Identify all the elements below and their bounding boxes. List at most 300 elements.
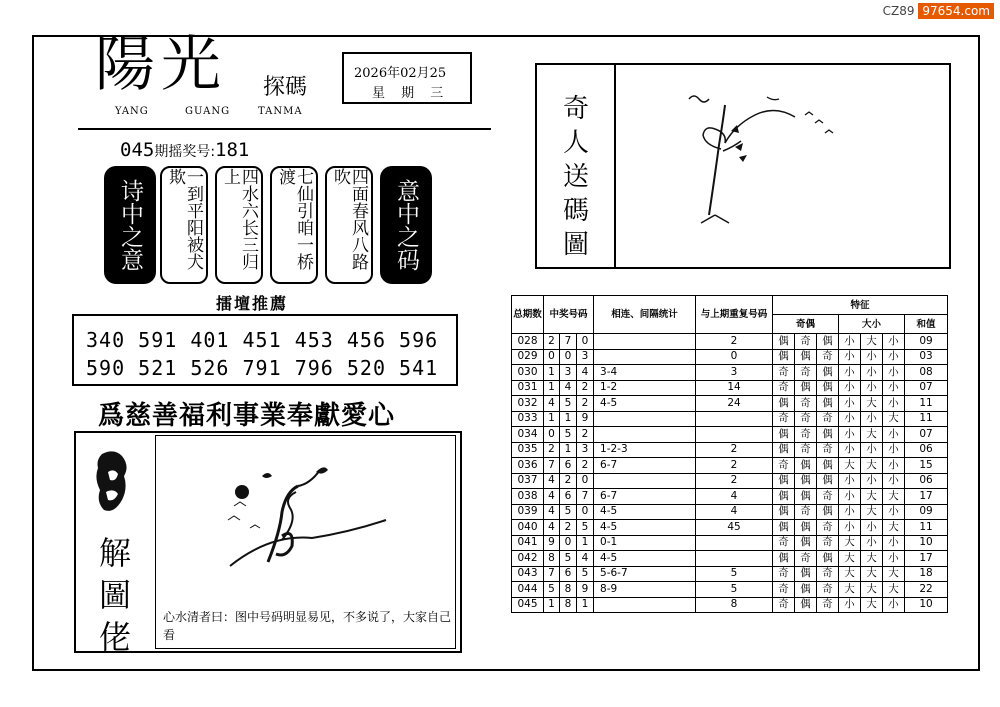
table-row [512, 489, 948, 505]
cell-parity: 偶 [773, 489, 795, 505]
cell-digit: 6 [560, 458, 577, 474]
cell-issue: 043 [512, 566, 544, 582]
cell-consec [594, 334, 696, 350]
cell-digit: 8 [560, 582, 577, 598]
cell-size: 小 [883, 349, 905, 365]
cell-sum: 10 [905, 597, 948, 613]
qiren-title-char: 人 [562, 128, 589, 158]
cell-parity: 奇 [795, 334, 817, 350]
col-repeat: 与上期重复号码 [696, 296, 773, 334]
cell-digit: 5 [577, 520, 594, 536]
cell-issue: 037 [512, 473, 544, 489]
cell-size: 小 [883, 396, 905, 412]
cell-sum: 11 [905, 396, 948, 412]
cell-parity: 偶 [795, 597, 817, 613]
cell-issue: 034 [512, 427, 544, 443]
cell-repeat [696, 427, 773, 443]
cell-repeat: 3 [696, 365, 773, 381]
cell-repeat [696, 411, 773, 427]
poem-left-tag: 诗中之意 [104, 166, 156, 284]
cell-digit: 0 [560, 535, 577, 551]
cell-digit: 5 [544, 582, 560, 598]
cell-parity: 奇 [817, 489, 839, 505]
cell-consec: 3-4 [594, 365, 696, 381]
recommend-number: 521 [138, 356, 178, 380]
col-number: 中奖号码 [544, 296, 594, 334]
table-row [512, 334, 948, 350]
issue-label: 期摇奖号: [154, 144, 216, 160]
cell-size: 小 [883, 442, 905, 458]
cell-size: 小 [861, 365, 883, 381]
cell-parity: 偶 [817, 380, 839, 396]
cell-parity: 偶 [773, 334, 795, 350]
cell-size: 小 [883, 597, 905, 613]
cell-parity: 奇 [773, 566, 795, 582]
cell-consec: 4-5 [594, 396, 696, 412]
cell-repeat: 8 [696, 597, 773, 613]
cell-parity: 偶 [773, 504, 795, 520]
fortune-teller-portrait [88, 448, 138, 523]
cell-digit: 3 [577, 349, 594, 365]
cell-size: 小 [839, 427, 861, 443]
cell-issue: 031 [512, 380, 544, 396]
cell-parity: 奇 [817, 411, 839, 427]
cell-digit: 4 [544, 504, 560, 520]
cell-digit: 1 [544, 411, 560, 427]
cell-digit: 4 [544, 520, 560, 536]
cell-digit: 6 [560, 566, 577, 582]
cell-sum: 22 [905, 582, 948, 598]
qiren-title-char: 碼 [562, 196, 589, 226]
cell-parity: 偶 [817, 458, 839, 474]
cell-size: 小 [861, 380, 883, 396]
cell-size: 小 [861, 349, 883, 365]
cell-size: 小 [839, 520, 861, 536]
cell-digit: 4 [577, 551, 594, 567]
cell-consec [594, 427, 696, 443]
cell-size: 小 [883, 504, 905, 520]
history-body [512, 334, 948, 613]
cell-size: 大 [883, 489, 905, 505]
issue-number: 045 [120, 139, 155, 161]
cell-size: 小 [839, 473, 861, 489]
cell-digit: 1 [544, 365, 560, 381]
cell-digit: 3 [577, 442, 594, 458]
cell-repeat: 2 [696, 334, 773, 350]
cell-sum: 07 [905, 380, 948, 396]
cell-parity: 奇 [817, 566, 839, 582]
table-row [512, 349, 948, 365]
recommend-number: 526 [190, 356, 230, 380]
cell-size: 大 [839, 535, 861, 551]
cell-size: 小 [839, 365, 861, 381]
cell-sum: 11 [905, 520, 948, 536]
cell-size: 小 [883, 535, 905, 551]
cell-parity: 偶 [773, 442, 795, 458]
cell-parity: 偶 [795, 349, 817, 365]
cell-size: 小 [861, 442, 883, 458]
cell-size: 小 [839, 411, 861, 427]
cell-digit: 0 [577, 473, 594, 489]
cell-parity: 偶 [817, 427, 839, 443]
cell-parity: 偶 [795, 458, 817, 474]
col-sum: 和值 [905, 315, 948, 334]
table-row [512, 597, 948, 613]
cell-digit: 5 [560, 427, 577, 443]
cell-parity: 奇 [795, 427, 817, 443]
table-row [512, 365, 948, 381]
recommend-number: 401 [190, 328, 230, 352]
cell-digit: 5 [560, 504, 577, 520]
poem-right-tag: 意中之码 [380, 166, 432, 284]
cell-repeat: 5 [696, 566, 773, 582]
table-row [512, 551, 948, 567]
cell-digit: 5 [577, 566, 594, 582]
cell-size: 小 [839, 504, 861, 520]
cell-parity: 偶 [773, 349, 795, 365]
col-feature: 特征 [773, 296, 948, 315]
cell-parity: 奇 [795, 365, 817, 381]
date-box [342, 52, 472, 104]
cell-consec: 8-9 [594, 582, 696, 598]
cell-parity: 偶 [817, 334, 839, 350]
cell-issue: 036 [512, 458, 544, 474]
recommend-number: 590 [86, 356, 126, 380]
cell-digit: 2 [577, 380, 594, 396]
cell-issue: 033 [512, 411, 544, 427]
cell-size: 大 [861, 396, 883, 412]
issue-result: 181 [215, 139, 250, 161]
site-badge[interactable] [883, 4, 994, 18]
recommend-number: 456 [346, 328, 386, 352]
table-row [512, 396, 948, 412]
cell-parity: 奇 [817, 597, 839, 613]
cell-parity: 奇 [817, 349, 839, 365]
badge-prefix: CZ89 [882, 4, 915, 18]
cell-digit: 2 [544, 442, 560, 458]
cell-consec: 4-5 [594, 520, 696, 536]
pinyin-tanma: TANMA [258, 106, 303, 117]
cell-size: 大 [883, 520, 905, 536]
pinyin-guang: GUANG [185, 106, 231, 117]
cell-size: 小 [839, 442, 861, 458]
qiren-title-char: 送 [562, 162, 589, 192]
cell-size: 小 [861, 535, 883, 551]
cell-digit: 0 [577, 334, 594, 350]
cell-repeat: 0 [696, 349, 773, 365]
cell-consec [594, 411, 696, 427]
cell-repeat: 2 [696, 473, 773, 489]
weekday: 星 期 三 [372, 86, 450, 101]
cell-parity: 奇 [773, 365, 795, 381]
table-row [512, 458, 948, 474]
cell-size: 大 [839, 566, 861, 582]
table-header-row [512, 296, 948, 315]
cell-size: 小 [883, 380, 905, 396]
cell-digit: 1 [544, 380, 560, 396]
cell-sum: 09 [905, 334, 948, 350]
col-issue: 总期数 [512, 296, 544, 334]
cell-parity: 偶 [817, 396, 839, 412]
cell-digit: 2 [560, 473, 577, 489]
cell-digit: 4 [577, 365, 594, 381]
cell-parity: 奇 [817, 582, 839, 598]
cell-size: 小 [883, 427, 905, 443]
cell-parity: 偶 [795, 566, 817, 582]
cell-size: 大 [861, 504, 883, 520]
cell-consec [594, 473, 696, 489]
table-row [512, 566, 948, 582]
jietu-title-char: 佬 [98, 618, 131, 656]
table-row [512, 582, 948, 598]
cell-digit: 7 [560, 334, 577, 350]
cell-size: 大 [839, 582, 861, 598]
logo-title: 陽光 [95, 30, 227, 100]
cell-parity: 偶 [795, 473, 817, 489]
qiren-divider [614, 65, 616, 267]
recommend-numbers-box [72, 314, 458, 386]
recommend-number: 791 [242, 356, 282, 380]
cell-parity: 奇 [817, 442, 839, 458]
cell-parity: 偶 [795, 489, 817, 505]
cell-parity: 奇 [773, 458, 795, 474]
cell-parity: 偶 [773, 520, 795, 536]
cell-issue: 038 [512, 489, 544, 505]
cell-size: 大 [861, 597, 883, 613]
cell-sum: 17 [905, 489, 948, 505]
cell-size: 小 [883, 473, 905, 489]
cell-parity: 奇 [795, 551, 817, 567]
cell-consec: 5-6-7 [594, 566, 696, 582]
cell-repeat: 45 [696, 520, 773, 536]
table-row [512, 473, 948, 489]
cell-size: 大 [839, 551, 861, 567]
cell-digit: 8 [544, 551, 560, 567]
cell-parity: 偶 [773, 551, 795, 567]
cell-digit: 9 [577, 411, 594, 427]
cell-consec: 4-5 [594, 504, 696, 520]
cell-parity: 奇 [795, 442, 817, 458]
history-table [511, 295, 948, 613]
cell-digit: 8 [560, 597, 577, 613]
cell-size: 小 [839, 349, 861, 365]
cell-size: 大 [861, 458, 883, 474]
cell-digit: 7 [544, 458, 560, 474]
cell-size: 小 [839, 597, 861, 613]
cell-digit: 4 [544, 473, 560, 489]
cell-digit: 9 [544, 535, 560, 551]
cell-sum: 08 [905, 365, 948, 381]
cell-parity: 奇 [795, 396, 817, 412]
cell-issue: 045 [512, 597, 544, 613]
cell-size: 小 [839, 334, 861, 350]
table-row [512, 535, 948, 551]
cell-size: 小 [839, 396, 861, 412]
cell-size: 小 [839, 380, 861, 396]
cell-digit: 2 [577, 427, 594, 443]
cell-size: 大 [883, 411, 905, 427]
cell-digit: 4 [560, 380, 577, 396]
cell-size: 小 [839, 489, 861, 505]
cell-parity: 偶 [817, 473, 839, 489]
cell-digit: 9 [577, 582, 594, 598]
cell-consec: 6-7 [594, 489, 696, 505]
qiren-title-char: 奇 [562, 94, 589, 124]
cell-parity: 偶 [795, 520, 817, 536]
cell-parity: 奇 [773, 535, 795, 551]
recommend-row-1 [86, 328, 438, 352]
cell-issue: 032 [512, 396, 544, 412]
recommend-title: 擂壇推薦 [216, 294, 289, 313]
cell-digit: 2 [577, 396, 594, 412]
cell-parity: 偶 [773, 427, 795, 443]
cell-digit: 2 [560, 520, 577, 536]
cell-digit: 1 [577, 535, 594, 551]
cell-parity: 奇 [773, 582, 795, 598]
cell-digit: 1 [560, 442, 577, 458]
cell-digit: 5 [560, 396, 577, 412]
cell-consec [594, 349, 696, 365]
cell-size: 大 [839, 458, 861, 474]
cell-parity: 奇 [773, 380, 795, 396]
jietu-text: 心水清者曰：图中号码明显易见，不多说了，大家自己看 [163, 610, 452, 642]
recommend-number: 541 [399, 356, 439, 380]
recommend-number: 451 [242, 328, 282, 352]
cell-digit: 0 [560, 349, 577, 365]
poem-column: 一到平阳被犬欺 [160, 166, 208, 284]
cell-repeat: 4 [696, 489, 773, 505]
cell-issue: 042 [512, 551, 544, 567]
cell-issue: 030 [512, 365, 544, 381]
date-line: 2026年02月25 [354, 66, 447, 81]
cell-size: 大 [861, 551, 883, 567]
issue-line [120, 139, 249, 161]
cell-repeat [696, 535, 773, 551]
cell-consec: 0-1 [594, 535, 696, 551]
cell-consec [594, 597, 696, 613]
cell-parity: 偶 [795, 582, 817, 598]
cell-sum: 17 [905, 551, 948, 567]
cell-issue: 028 [512, 334, 544, 350]
qiren-title-char: 圖 [562, 230, 589, 260]
cell-sum: 06 [905, 473, 948, 489]
badge-site[interactable]: 97654.com [918, 3, 994, 19]
cell-digit: 5 [560, 551, 577, 567]
cell-size: 大 [861, 566, 883, 582]
cell-parity: 偶 [817, 365, 839, 381]
cell-parity: 奇 [817, 535, 839, 551]
cell-sum: 06 [905, 442, 948, 458]
cell-consec: 4-5 [594, 551, 696, 567]
cell-size: 小 [883, 551, 905, 567]
cell-consec: 6-7 [594, 458, 696, 474]
cell-repeat: 2 [696, 442, 773, 458]
cell-repeat: 5 [696, 582, 773, 598]
cell-size: 小 [861, 411, 883, 427]
jietu-title-char: 解 [98, 534, 131, 572]
cell-size: 大 [883, 582, 905, 598]
poem-column: 四面春风八路吹 [325, 166, 373, 284]
header-divider [78, 128, 491, 130]
table-row [512, 504, 948, 520]
cell-issue: 029 [512, 349, 544, 365]
jietu-sketch [220, 462, 390, 572]
cell-digit: 6 [560, 489, 577, 505]
cell-repeat: 2 [696, 458, 773, 474]
recommend-number: 596 [399, 328, 439, 352]
cell-sum: 10 [905, 535, 948, 551]
cell-parity: 偶 [773, 473, 795, 489]
jietu-title [92, 532, 138, 658]
cell-digit: 0 [544, 427, 560, 443]
cell-repeat: 14 [696, 380, 773, 396]
cell-parity: 偶 [817, 551, 839, 567]
qiren-sketch [675, 85, 855, 230]
recommend-number: 591 [138, 328, 178, 352]
recommend-number: 340 [86, 328, 126, 352]
cell-sum: 03 [905, 349, 948, 365]
cell-digit: 0 [544, 349, 560, 365]
cell-digit: 2 [577, 458, 594, 474]
cell-issue: 044 [512, 582, 544, 598]
cell-digit: 1 [577, 597, 594, 613]
cell-digit: 1 [560, 411, 577, 427]
cell-parity: 奇 [817, 520, 839, 536]
cell-issue: 040 [512, 520, 544, 536]
cell-sum: 09 [905, 504, 948, 520]
cell-digit: 2 [544, 334, 560, 350]
logo-subtitle: 探碼 [263, 75, 308, 100]
cell-size: 大 [861, 334, 883, 350]
cell-repeat: 24 [696, 396, 773, 412]
cell-parity: 奇 [773, 597, 795, 613]
qiren-title [556, 92, 596, 262]
col-size: 大小 [839, 315, 905, 334]
recommend-number: 520 [346, 356, 386, 380]
cell-sum: 07 [905, 427, 948, 443]
cell-digit: 3 [560, 365, 577, 381]
cell-size: 大 [861, 489, 883, 505]
cell-sum: 18 [905, 566, 948, 582]
cell-parity: 奇 [795, 411, 817, 427]
cell-repeat: 4 [696, 504, 773, 520]
cell-parity: 偶 [795, 535, 817, 551]
poem-column: 七仙引咱一桥渡 [270, 166, 318, 284]
cell-parity: 偶 [817, 504, 839, 520]
cell-issue: 041 [512, 535, 544, 551]
cell-sum: 11 [905, 411, 948, 427]
cell-parity: 奇 [795, 504, 817, 520]
cell-parity: 奇 [773, 411, 795, 427]
table-row [512, 442, 948, 458]
cell-digit: 7 [577, 489, 594, 505]
table-row [512, 411, 948, 427]
cell-repeat [696, 551, 773, 567]
cell-size: 大 [861, 582, 883, 598]
cell-size: 小 [861, 520, 883, 536]
cell-sum: 15 [905, 458, 948, 474]
pinyin-yang: YANG [115, 106, 149, 117]
recommend-number: 453 [294, 328, 334, 352]
cell-size: 小 [883, 458, 905, 474]
cell-size: 大 [883, 566, 905, 582]
col-consec: 相连、间隔统计 [594, 296, 696, 334]
cell-consec: 1-2 [594, 380, 696, 396]
table-row [512, 427, 948, 443]
cell-digit: 1 [544, 597, 560, 613]
col-parity: 奇偶 [773, 315, 839, 334]
cell-issue: 035 [512, 442, 544, 458]
